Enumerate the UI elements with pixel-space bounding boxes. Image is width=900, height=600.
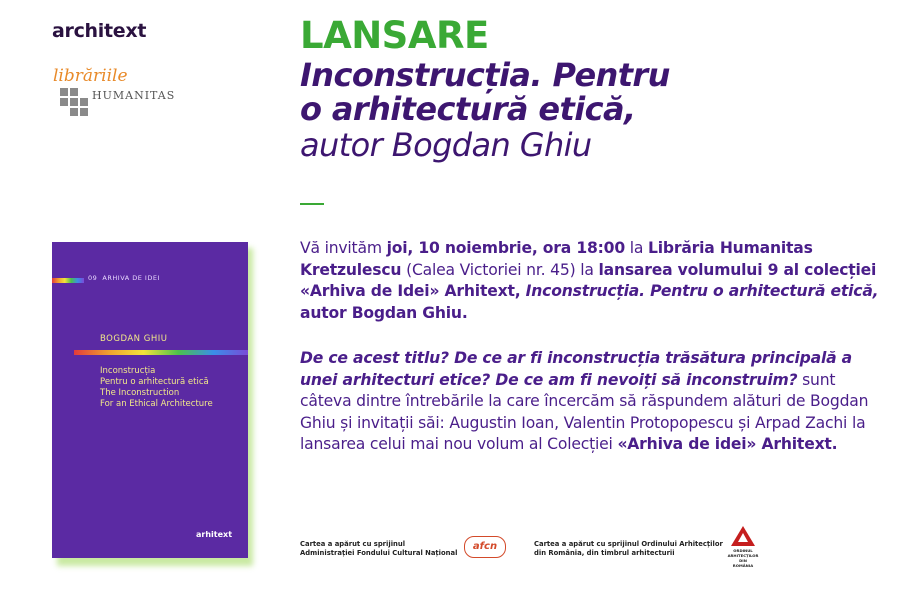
title-line-2: o arhitectură etică, xyxy=(300,90,636,128)
title-line-1: Inconstrucția. Pentru xyxy=(300,56,670,94)
oar-credit-line-2: din România, din timbrul arhitecturii xyxy=(534,549,675,557)
afcn-credit xyxy=(300,540,457,558)
oar-logo-line-1: ORDINUL xyxy=(733,548,753,553)
book-series-number: 09 xyxy=(88,274,98,282)
afcn-logo: afcn xyxy=(464,536,506,558)
humanitas-logo-text: HUMANITAS xyxy=(92,88,176,102)
oar-logo-line-4: ROMÂNIA xyxy=(732,563,754,568)
humanitas-grid-icon xyxy=(60,88,88,116)
green-divider xyxy=(300,203,324,205)
book-title-block xyxy=(100,366,213,410)
book-line-1: Inconstrucția xyxy=(100,366,156,376)
book-line-4: For an Ethical Architecture xyxy=(100,399,213,409)
humanitas-logo xyxy=(60,88,175,116)
librarii-logo-text: librăriile xyxy=(53,66,128,86)
oar-triangle-icon xyxy=(731,526,755,546)
book-cover xyxy=(52,242,248,558)
oar-logo xyxy=(726,526,760,568)
p1-text-2: la xyxy=(624,239,648,257)
book-series-name: ARHIVA DE IDEI xyxy=(102,274,160,282)
invitation-paragraph xyxy=(300,238,885,324)
p2-collection: «Arhiva de idei» Arhitext. xyxy=(617,435,838,453)
p1-book-title: Inconstrucția. Pentru o arhitectură etică, xyxy=(525,282,879,300)
book-series xyxy=(88,274,160,282)
p1-text-1: Vă invităm xyxy=(300,239,387,257)
book-brand: arhitext xyxy=(196,530,233,539)
book-title-heading xyxy=(300,58,780,126)
p2-text: sunt câteva dintre întrebările la care încercăm să răspundem alături de Bogdan Ghiu și invitații săi: Augustin Ioan, Valentin Protopopescu și Arpad Zachi la lansarea celui mai nou volum al Colecției xyxy=(300,370,869,453)
launch-heading: LANSARE xyxy=(300,14,489,57)
p1-date: joi, 10 noiembrie, ora 18:00 xyxy=(386,239,625,257)
oar-logo-text xyxy=(726,548,760,568)
oar-logo-line-2: ARHITECȚILOR xyxy=(727,553,759,558)
p1-text-3: (Calea Victoriei nr. 45) la xyxy=(401,260,599,279)
p1-venue: Librăria Humanitas Kretzulescu xyxy=(300,239,813,279)
oar-credit xyxy=(534,540,723,558)
book-line-3: The Inconstruction xyxy=(100,388,180,398)
book-stripe-middle xyxy=(74,350,248,355)
oar-credit-line-1: Cartea a apărut cu sprijinul Ordinului Arhitecților xyxy=(534,540,723,548)
afcn-credit-line-2: Administrației Fondului Cultural Național xyxy=(300,549,458,557)
oar-logo-line-3: DIN xyxy=(739,558,747,563)
p1-volume: lansarea volumului 9 al colecției «Arhiva de Idei» Arhitext, xyxy=(300,260,877,300)
questions-paragraph xyxy=(300,348,885,456)
p2-questions: De ce acest titlu? De ce ar fi inconstrucția trăsătura principală a unei arhitecturi etice? De ce am fi nevoiți să inconstruim? xyxy=(300,349,852,389)
p1-author: autor Bogdan Ghiu. xyxy=(300,303,468,322)
afcn-credit-line-1: Cartea a apărut cu sprijinul xyxy=(300,540,406,548)
book-author: BOGDAN GHIU xyxy=(100,334,168,344)
book-line-2: Pentru o arhitectură etică xyxy=(100,377,209,387)
book-stripe-top xyxy=(52,278,84,283)
architext-logo: architext xyxy=(52,20,147,42)
author-heading: autor Bogdan Ghiu xyxy=(300,126,592,164)
